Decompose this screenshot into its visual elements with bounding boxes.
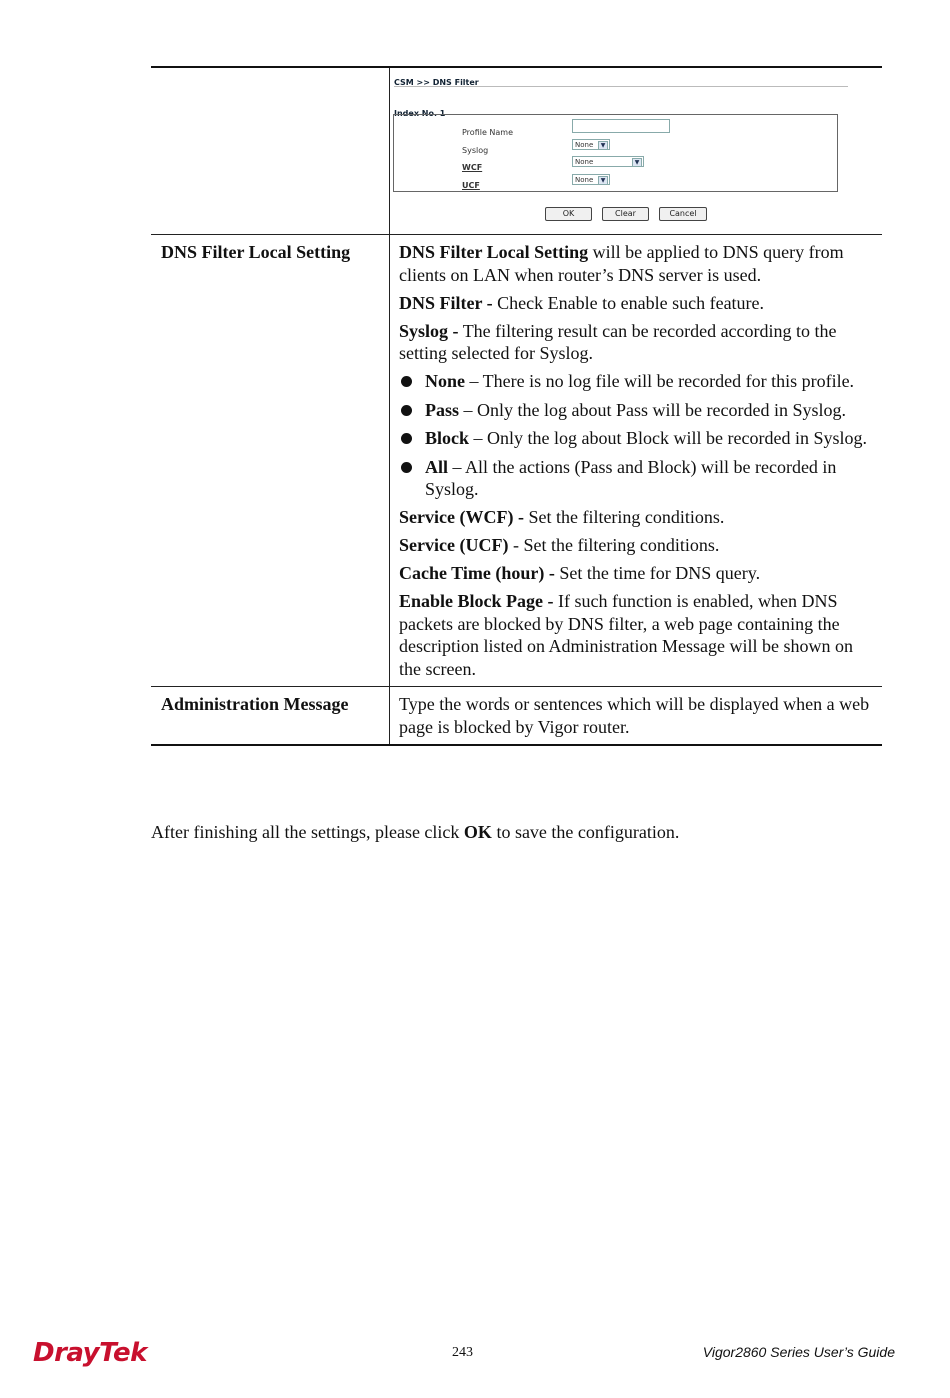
cache-paragraph: Cache Time (hour) - Set the time for DNS query. bbox=[399, 563, 761, 583]
ucf-select[interactable] bbox=[572, 174, 610, 185]
clear-button[interactable]: Clear bbox=[602, 207, 649, 221]
dns-filter-screenshot bbox=[390, 68, 882, 234]
row-label: Administration Message bbox=[151, 687, 390, 744]
block-page-paragraph: Enable Block Page - If such function is enabled, when DNS packets are blocked by DNS filter, a web page containing the description listed on Administration Message will be shown on the screen. bbox=[399, 591, 853, 679]
row-label: DNS Filter Local Setting bbox=[151, 235, 390, 686]
draytek-logo: DrayTek bbox=[33, 1338, 147, 1368]
intro-paragraph: DNS Filter Local Setting will be applied to DNS query from clients on LAN when router’s DNS server is used. bbox=[399, 242, 844, 285]
list-item: None – There is no log file will be recorded for this profile. bbox=[399, 370, 874, 393]
local-setting-row bbox=[151, 235, 882, 687]
chevron-down-icon: ▼ bbox=[598, 141, 608, 150]
wcf-select[interactable] bbox=[572, 156, 644, 167]
ucf-paragraph: Service (UCF) - Set the filtering conditions. bbox=[399, 535, 720, 555]
screenshot-row bbox=[151, 66, 882, 235]
empty-cell bbox=[151, 68, 390, 234]
chevron-down-icon: ▼ bbox=[632, 158, 642, 167]
ok-button[interactable]: OK bbox=[545, 207, 592, 221]
settings-box bbox=[393, 114, 838, 192]
admin-paragraph: Type the words or sentences which will be displayed when a web page is blocked by Vigor router. bbox=[399, 694, 870, 737]
cancel-button[interactable]: Cancel bbox=[659, 207, 707, 221]
bullet-icon bbox=[401, 433, 412, 444]
ucf-link[interactable]: UCF bbox=[462, 181, 480, 190]
screenshot-cell bbox=[390, 68, 882, 234]
list-item: Block – Only the log about Block will be recorded in Syslog. bbox=[399, 427, 874, 450]
chevron-down-icon: ▼ bbox=[598, 176, 608, 185]
row-description bbox=[390, 235, 882, 686]
profile-name-input[interactable] bbox=[572, 119, 670, 133]
syslog-paragraph: Syslog - The filtering result can be recorded according to the setting selected for Syslog. bbox=[399, 320, 837, 363]
description-table bbox=[151, 66, 882, 746]
divider bbox=[394, 86, 848, 87]
wcf-link[interactable]: WCF bbox=[462, 163, 483, 172]
list-item: All – All the actions (Pass and Block) will be recorded in Syslog. bbox=[399, 456, 874, 501]
wcf-select-value: None bbox=[575, 158, 594, 166]
profile-name-label: Profile Name bbox=[462, 128, 514, 137]
closing-paragraph: After finishing all the settings, please click OK to save the configuration. bbox=[151, 822, 680, 842]
breadcrumb: CSM >> DNS Filter bbox=[394, 78, 479, 87]
dns-filter-paragraph: DNS Filter - Check Enable to enable such feature. bbox=[399, 292, 765, 313]
page-number: 243 bbox=[452, 1345, 473, 1360]
syslog-label: Syslog bbox=[462, 146, 489, 155]
list-item: Pass – Only the log about Pass will be recorded in Syslog. bbox=[399, 399, 874, 422]
syslog-options-list bbox=[399, 370, 874, 501]
ucf-select-value: None bbox=[575, 176, 594, 184]
guide-title: Vigor2860 Series User’s Guide bbox=[702, 1344, 895, 1360]
wcf-paragraph: Service (WCF) - Set the filtering conditions. bbox=[399, 507, 725, 527]
row-description bbox=[390, 687, 882, 744]
bullet-icon bbox=[401, 405, 412, 416]
bullet-icon bbox=[401, 462, 412, 473]
admin-message-row bbox=[151, 687, 882, 746]
syslog-select[interactable] bbox=[572, 139, 610, 150]
index-label: Index No. 1 bbox=[394, 109, 446, 118]
syslog-select-value: None bbox=[575, 141, 594, 149]
bullet-icon bbox=[401, 376, 412, 387]
